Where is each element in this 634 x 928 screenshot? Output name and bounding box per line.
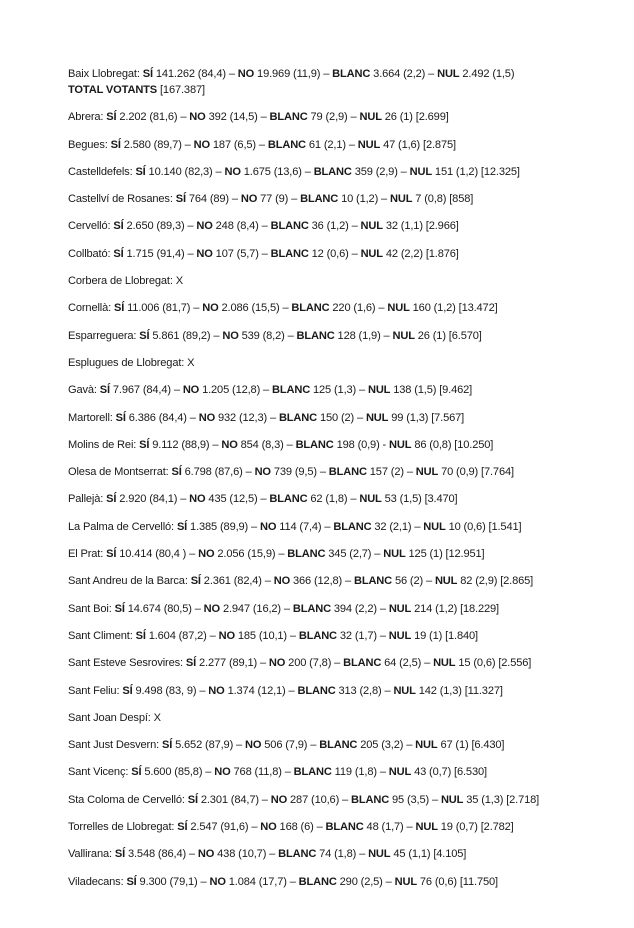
municipality-entry: Castelldefels: SÍ 10.140 (82,3) – NO 1.675 (13,6) – BLANC 359 (2,9) – NUL 151 (1,2) [12.325] (68, 165, 520, 178)
municipality-entry: Olesa de Montserrat: SÍ 6.798 (87,6) – NO 739 (9,5) – BLANC 157 (2) – NUL 70 (0,9) [7.764] (68, 466, 514, 479)
municipality-entry: Torrelles de Llobregat: SÍ 2.547 (91,6) – NO 168 (6) – BLANC 48 (1,7) – NUL 19 (0,7) [2.782] (68, 821, 514, 834)
municipality-entry: Sant Feliu: SÍ 9.498 (83, 9) – NO 1.374 (12,1) – BLANC 313 (2,8) – NUL 142 (1,3) [11.327] (68, 684, 503, 697)
municipality-entry: Esparreguera: SÍ 5.861 (89,2) – NO 539 (8,2) – BLANC 128 (1,9) – NUL 26 (1) [6.570] (68, 329, 482, 342)
municipality-entry: Vallirana: SÍ 3.548 (86,4) – NO 438 (10,7) – BLANC 74 (1,8) – NUL 45 (1,1) [4.105] (68, 848, 467, 861)
municipality-entry: Castellví de Rosanes: SÍ 764 (89) – NO 77 (9) – BLANC 10 (1,2) – NUL 7 (0,8) [858] (68, 193, 474, 206)
municipality-entry: El Prat: SÍ 10.414 (80,4 ) – NO 2.056 (15,9) – BLANC 345 (2,7) – NUL 125 (1) [12.951] (68, 548, 485, 561)
total-voters-line: TOTAL VOTANTS [167.387] (68, 84, 205, 96)
municipality-entry: Gavà: SÍ 7.967 (84,4) – NO 1.205 (12,8) – BLANC 125 (1,3) – NUL 138 (1,5) [9.462] (68, 384, 473, 397)
municipality-entry: Sant Climent: SÍ 1.604 (87,2) – NO 185 (10,1) – BLANC 32 (1,7) – NUL 19 (1) [1.840] (68, 629, 478, 642)
document-body (68, 66, 628, 901)
municipality-entry: Sant Just Desvern: SÍ 5.652 (87,9) – NO 506 (7,9) – BLANC 205 (3,2) – NUL 67 (1) [6.430] (68, 739, 505, 752)
municipality-entry: Molins de Rei: SÍ 9.112 (88,9) – NO 854 (8,3) – BLANC 198 (0,9) - NUL 86 (0,8) [10.250] (68, 438, 494, 451)
municipality-entry: Pallejà: SÍ 2.920 (84,1) – NO 435 (12,5) – BLANC 62 (1,8) – NUL 53 (1,5) [3.470] (68, 493, 458, 506)
municipality-entry: Sant Vicenç: SÍ 5.600 (85,8) – NO 768 (11,8) – BLANC 119 (1,8) – NUL 43 (0,7) [6.530] (68, 766, 487, 779)
municipality-entry: Sant Andreu de la Barca: SÍ 2.361 (82,4) – NO 366 (12,8) – BLANC 56 (2) – NUL 82 (2,9) [2.865] (68, 575, 534, 588)
municipality-entry: Sant Boi: SÍ 14.674 (80,5) – NO 2.947 (16,2) – BLANC 394 (2,2) – NUL 214 (1,2) [18.229] (68, 602, 499, 615)
municipality-entry: Sta Coloma de Cervelló: SÍ 2.301 (84,7) – NO 287 (10,6) – BLANC 95 (3,5) – NUL 35 (1,3) [2.718] (68, 793, 540, 806)
summary-line: Baix Llobregat: SÍ 141.262 (84,4) – NO 19.969 (11,9) – BLANC 3.664 (2,2) – NUL 2.492 (1,5) (68, 68, 515, 80)
municipality-entry: La Palma de Cervelló: SÍ 1.385 (89,9) – NO 114 (7,4) – BLANC 32 (2,1) – NUL 10 (0,6) [1.541] (68, 520, 522, 533)
municipality-entry: Cornellà: SÍ 11.006 (81,7) – NO 2.086 (15,5) – BLANC 220 (1,6) – NUL 160 (1,2) [13.472] (68, 302, 498, 315)
municipality-entry: Sant Esteve Sesrovires: SÍ 2.277 (89,1) – NO 200 (7,8) – BLANC 64 (2,5) – NUL 15 (0,6) [2.556] (68, 657, 532, 670)
municipality-entry: Martorell: SÍ 6.386 (84,4) – NO 932 (12,3) – BLANC 150 (2) – NUL 99 (1,3) [7.567] (68, 411, 465, 424)
municipality-entry: Sant Joan Despí: X (68, 711, 161, 724)
municipality-entry: Collbató: SÍ 1.715 (91,4) – NO 107 (5,7) – BLANC 12 (0,6) – NUL 42 (2,2) [1.876] (68, 247, 459, 260)
municipality-list (68, 109, 628, 889)
municipality-entry: Corbera de Llobregat: X (68, 275, 183, 288)
summary-paragraph (68, 66, 628, 98)
municipality-entry: Viladecans: SÍ 9.300 (79,1) – NO 1.084 (17,7) – BLANC 290 (2,5) – NUL 76 (0,6) [11.750] (68, 875, 498, 888)
municipality-entry: Cervelló: SÍ 2.650 (89,3) – NO 248 (8,4) – BLANC 36 (1,2) – NUL 32 (1,1) [2.966] (68, 220, 459, 233)
municipality-entry: Begues: SÍ 2.580 (89,7) – NO 187 (6,5) – BLANC 61 (2,1) – NUL 47 (1,6) [2.875] (68, 138, 456, 151)
municipality-entry: Esplugues de Llobregat: X (68, 356, 195, 369)
municipality-entry: Abrera: SÍ 2.202 (81,6) – NO 392 (14,5) – BLANC 79 (2,9) – NUL 26 (1) [2.699] (68, 111, 449, 124)
